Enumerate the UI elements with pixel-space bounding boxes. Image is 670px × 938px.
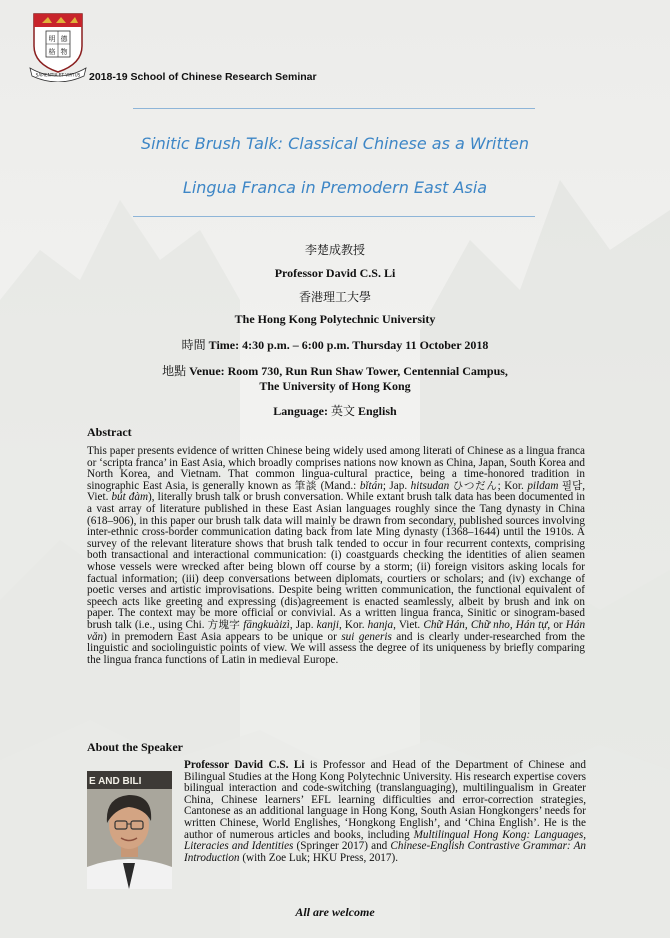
event-venue xyxy=(0,362,670,379)
crest-char-1: 明 xyxy=(48,35,56,43)
seminar-title-line-2: Lingua Franca in Premodern East Asia xyxy=(182,178,488,197)
event-language xyxy=(0,402,670,419)
speaker-name-en: Professor David C.S. Li xyxy=(274,266,396,280)
venue-label-zh: 地點 xyxy=(162,364,187,378)
speaker-photo xyxy=(87,771,172,889)
event-time xyxy=(0,336,670,353)
affiliation-zh: 香港理工大學 xyxy=(298,290,371,304)
photo-sign-text: E AND BILI xyxy=(89,776,142,787)
time-value: 4:30 p.m. – 6:00 p.m. Thursday 11 October 2018 xyxy=(242,338,489,352)
time-label: Time: xyxy=(208,338,240,352)
speaker-name-zh: 李楚成教授 xyxy=(304,243,365,257)
hku-crest-logo xyxy=(28,10,88,82)
crest-char-3: 格 xyxy=(48,48,56,56)
language-zh: 英文 xyxy=(330,404,355,418)
affiliation-en: The Hong Kong Polytechnic University xyxy=(234,312,436,326)
crest-char-2: 德 xyxy=(60,35,68,43)
title-divider-top xyxy=(133,108,535,109)
abstract-body: This paper presents evidence of written Chinese being widely used among literati of Chinese as a lingua franca or ‘scripta franca’ in East Asia, which broadly comprises nations now known as China, Japan, South Korea and North Korea, and Vietnam. That common lingua-cultural practice, being a time-honored tradition in sinographic East Asia, is generally known as 筆談 (Mand.: bǐtán; Jap. hitsudan ひつだん; Kor. pildam 필담, Viet. bút đàm), literally brush talk or brush conversation. While extant brush talk data has been documented in a vast array of literature published in these East Asian languages roughly since the Tang dynasty in China (618–906), in this paper our brush talk data will mainly be drawn from secondary, published sources involving inter-ethnic cross-border communication dating back from late Ming dynasty (1368–1644) until the 1910s. A survey of the relevant literature shows that brush talk tended to occur in four recurrent contexts, comprising both transactional and interactional communication: (i) coastguards checking the identities of alien seamen whose vessels were wrecked after being blown off course by a storm; (ii) foreign visitors asking locals for factual information; (iii) deep conversations between diplomats, courtiers or scholars; and (iv) exchange of poetic verses and artistic improvisations. Despite being written communication, the functional equivalent of speech acts like greeting and expressing (dis)agreement is enacted seamlessly, albeit by brush and ink on paper. The context may be more official or convivial. As a written lingua franca, Sinitic or sinogram-based brush talk (i.e., using Chi. 方塊字 fāngkuàizì, Jap. kanji, Kor. hanja, Viet. Chữ Hán, Chữ nho, Hán tự, or Hán văn) in premodern East Asia appears to be unique or sui generis and is clearly under-researched from the linguistic and sociolinguistic points of view. We will assess the degree of its uniqueness by briefly comparing the lingua franca functions of Latin in medieval Europe. xyxy=(87,445,586,666)
all-welcome: All are welcome xyxy=(295,905,375,919)
seminar-title-line-1: Sinitic Brush Talk: Classical Chinese as a Written xyxy=(140,134,530,153)
venue-value-line-2: The University of Hong Kong xyxy=(259,379,411,393)
speaker-bio: Professor David C.S. Li is Professor and Head of the Department of Chinese and Bilingual Studies at the Hong Kong Polytechnic University. His research expertise covers bilingual interaction and code-switching (translanguaging), multilingualism in Greater China, Chinese learners’ EFL learning difficulties and error-correction strategies, Cantonese as an additional language in Hong Kong, South Asian Hongkongers’ needs for written Chinese, World Englishes, ‘Hongkong English’, and ‘China English’. He is the author of numerous articles and books, including Multilingual Hong Kong: Languages, Literacies and Identities (Springer 2017) and Chinese-English Contrastive Grammar: An Introduction (with Zoe Luk; HKU Press, 2017). xyxy=(184,759,587,864)
title-divider-bottom xyxy=(133,216,535,217)
abstract-heading: Abstract xyxy=(87,425,132,439)
time-label-zh: 時間 xyxy=(181,338,206,352)
crest-char-4: 物 xyxy=(60,48,68,56)
language-label: Language: xyxy=(273,404,328,418)
venue-value: Room 730, Run Run Shaw Tower, Centennial Campus, xyxy=(227,364,508,378)
crest-motto: SAPIENTIA ET VIRTUS xyxy=(35,72,81,78)
about-speaker-heading: About the Speaker xyxy=(87,740,184,754)
language-value: English xyxy=(358,404,397,418)
seminar-series: 2018-19 School of Chinese Research Seminar xyxy=(89,71,317,83)
venue-label: Venue: xyxy=(189,364,225,378)
